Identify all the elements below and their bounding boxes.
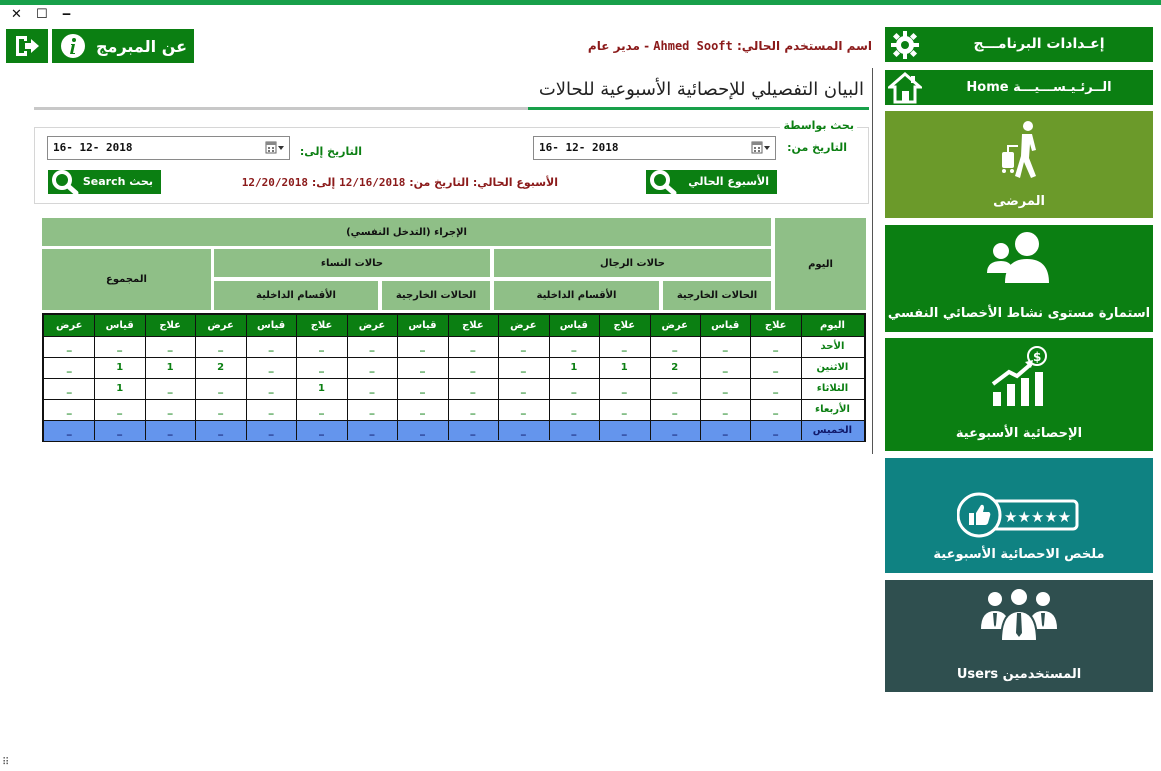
- grid-value-cell: _: [117, 341, 123, 352]
- grid-header-treat[interactable]: علاج: [462, 320, 484, 331]
- grid-day-cell: الثلاثاء: [816, 383, 849, 394]
- grid-row-divider: [44, 357, 864, 358]
- minimize-window-icon[interactable]: ‒: [62, 7, 72, 22]
- patients-label: المرضى: [993, 194, 1045, 209]
- grid-row-divider: [44, 378, 864, 379]
- weekly-stats-grid[interactable]: [42, 313, 866, 442]
- grid-value-cell: _: [369, 383, 375, 394]
- info-icon: [60, 33, 86, 59]
- calendar-dropdown-icon[interactable]: [751, 141, 771, 155]
- about-button-label: عن المبرمج: [96, 37, 188, 56]
- close-window-icon[interactable]: ✕: [11, 7, 22, 22]
- women-cases-header: حالات النساء: [214, 249, 490, 277]
- men-external-header: الحالات الخارجية: [663, 281, 771, 310]
- grid-value-cell: _: [773, 404, 779, 415]
- grid-value-cell: _: [66, 362, 72, 373]
- grid-value-cell: _: [773, 383, 779, 394]
- grid-value-cell: _: [319, 404, 325, 415]
- search-group-legend: بحث بواسطة: [780, 119, 857, 132]
- grid-value-cell: _: [571, 404, 577, 415]
- to-date-label: التاريخ إلى:: [299, 145, 362, 158]
- rating-thumbs-up-icon: [957, 491, 1081, 539]
- grid-value-cell: _: [117, 425, 123, 436]
- grid-value-cell: _: [419, 404, 425, 415]
- to-date-picker[interactable]: [47, 136, 290, 160]
- women-internal-header: الأقسام الداخلية: [214, 281, 378, 310]
- grid-value-cell: 1: [620, 362, 628, 373]
- search-button-label: بحث Search: [82, 175, 153, 188]
- grid-value-cell: _: [571, 341, 577, 352]
- grid-value-cell: _: [218, 383, 224, 394]
- grid-header-measure[interactable]: قياس: [711, 320, 740, 331]
- title-underline-accent: [528, 107, 869, 110]
- grid-value-cell: _: [167, 404, 173, 415]
- current-week-info: [242, 176, 558, 189]
- grid-value-cell: 1: [318, 383, 325, 394]
- user-role: - مدير عام: [587, 39, 650, 53]
- user-name: Ahmed Sooft: [653, 39, 733, 53]
- grid-row[interactable]: [44, 336, 864, 357]
- grid-value-cell: _: [470, 425, 476, 436]
- growth-chart-icon: [989, 344, 1049, 406]
- from-date-value: 16- 12- 2018: [539, 141, 619, 154]
- grid-header-measure[interactable]: قياس: [105, 320, 134, 331]
- top-accent-bar: [0, 0, 1161, 5]
- grid-value-cell: _: [369, 362, 375, 373]
- activity-form-label: استمارة مستوى نشاط الأخصائي النفسي: [887, 306, 1151, 321]
- grid-value-cell: _: [672, 341, 678, 352]
- grid-value-cell: _: [218, 404, 224, 415]
- grid-value-cell: _: [722, 341, 728, 352]
- home-label: الــرئـيـســـيـــة Home: [966, 80, 1112, 95]
- search-button[interactable]: [48, 170, 161, 194]
- grid-value-cell: _: [470, 341, 476, 352]
- grid-value-cell: _: [369, 425, 375, 436]
- men-internal-header: الأقسام الداخلية: [494, 281, 659, 310]
- to-date-value: 16- 12- 2018: [53, 141, 133, 154]
- men-cases-header: حالات الرجال: [494, 249, 771, 277]
- grid-value-cell: _: [117, 404, 123, 415]
- grid-header-present[interactable]: عرض: [358, 320, 386, 331]
- current-week-button[interactable]: [646, 170, 777, 194]
- exit-icon: [13, 34, 41, 58]
- grid-value-cell: _: [571, 383, 577, 394]
- grid-row-divider: [44, 399, 864, 400]
- svg-text:★★★★★: ★★★★★: [1004, 508, 1072, 526]
- grid-value-cell: _: [66, 341, 72, 352]
- grid-value-cell: 1: [166, 362, 174, 373]
- grid-header-measure[interactable]: قياس: [559, 320, 588, 331]
- week-to-label: إلى:: [311, 176, 336, 189]
- grid-header-day[interactable]: اليوم: [820, 320, 845, 331]
- weekly-stats-label: الإحصائية الأسبوعية: [955, 426, 1083, 441]
- grid-day-cell: الأحد: [820, 341, 845, 352]
- weekly-summary-label: ملخص الاحصائية الأسبوعية: [933, 547, 1105, 562]
- settings-label: إعـدادات البرنامـــج: [973, 36, 1105, 52]
- grid-header-present[interactable]: عرض: [55, 320, 83, 331]
- grid-value-cell: 2: [217, 362, 225, 373]
- grid-value-cell: _: [520, 362, 526, 373]
- exit-button[interactable]: [6, 29, 48, 63]
- grid-value-cell: _: [419, 383, 425, 394]
- gear-icon: [889, 29, 921, 61]
- grid-value-cell: _: [319, 362, 325, 373]
- grid-value-cell: _: [268, 362, 274, 373]
- grid-value-cell: _: [520, 341, 526, 352]
- grid-value-cell: _: [773, 341, 779, 352]
- grid-value-cell: _: [268, 404, 274, 415]
- from-date-picker[interactable]: [533, 136, 776, 160]
- grid-value-cell: _: [66, 425, 72, 436]
- women-external-header: الحالات الخارجية: [382, 281, 490, 310]
- grid-header-measure[interactable]: قياس: [256, 320, 286, 331]
- user-label: اسم المستخدم الحالي:: [736, 39, 872, 53]
- grid-header-treat[interactable]: علاج: [310, 320, 333, 331]
- week-to-date: 12/20/2018: [241, 176, 308, 189]
- grid-value-cell: 2: [671, 362, 679, 373]
- current-week-label: الأسبوع الحالي: [688, 175, 769, 188]
- grid-row[interactable]: [44, 399, 864, 420]
- grid-value-cell: _: [470, 404, 476, 415]
- grid-value-cell: _: [419, 362, 425, 373]
- weekly-stats-tile[interactable]: [885, 338, 1153, 451]
- grid-value-cell: _: [319, 341, 325, 352]
- grid-value-cell: _: [167, 425, 173, 436]
- search-icon: [50, 169, 80, 195]
- grid-value-cell: _: [218, 425, 224, 436]
- grid-value-cell: _: [672, 425, 678, 436]
- from-date-label: التاريخ من:: [787, 141, 847, 154]
- grid-header-treat[interactable]: علاج: [764, 320, 787, 331]
- grid-value-cell: _: [319, 425, 325, 436]
- about-programmer-button[interactable]: [52, 29, 194, 63]
- grid-day-cell: الأربعاء: [815, 404, 850, 415]
- grid-value-cell: _: [268, 383, 274, 394]
- grid-value-cell: _: [520, 404, 526, 415]
- grid-value-cell: 1: [116, 362, 124, 373]
- grid-value-cell: _: [268, 425, 274, 436]
- grid-value-cell: _: [520, 425, 526, 436]
- grid-value-cell: 1: [116, 383, 124, 394]
- procedure-header: الإجراء (التدخل النفسي): [42, 218, 771, 246]
- users-tile[interactable]: [885, 580, 1153, 692]
- grid-row-divider: [44, 336, 864, 337]
- home-icon: [888, 72, 922, 104]
- grid-header-treat[interactable]: علاج: [613, 320, 636, 331]
- grid-value-cell: _: [419, 341, 425, 352]
- search-icon: [648, 169, 678, 195]
- grid-header-measure[interactable]: قياس: [408, 320, 437, 331]
- grid-value-cell: _: [66, 383, 72, 394]
- grid-value-cell: _: [218, 341, 224, 352]
- grid-value-cell: _: [621, 341, 627, 352]
- grid-row-divider: [44, 420, 864, 421]
- grid-row[interactable]: [44, 378, 864, 399]
- grid-value-cell: _: [419, 425, 425, 436]
- activity-form-tile[interactable]: [885, 225, 1153, 332]
- grid-value-cell: _: [722, 362, 728, 373]
- total-header: المجموع: [42, 249, 211, 310]
- grid-value-cell: _: [470, 383, 476, 394]
- grid-value-cell: _: [672, 404, 678, 415]
- grid-value-cell: _: [672, 383, 678, 394]
- grid-day-cell: الخميس: [812, 425, 853, 436]
- maximize-window-icon[interactable]: ☐: [36, 7, 48, 22]
- grid-header-present[interactable]: عرض: [661, 320, 689, 331]
- grid-value-cell: _: [167, 341, 173, 352]
- business-team-icon: [979, 585, 1059, 643]
- week-info-prefix: الأسبوع الحالي: التاريخ من:: [409, 176, 558, 189]
- grid-value-cell: _: [722, 383, 728, 394]
- grid-value-cell: _: [722, 425, 728, 436]
- current-user-line: [588, 39, 872, 53]
- grid-day-cell: الاثنين: [816, 362, 849, 373]
- day-header: اليوم: [775, 218, 866, 310]
- patients-tile[interactable]: [885, 111, 1153, 218]
- users-label: المستخدمين Users: [956, 667, 1082, 682]
- content-divider: [872, 68, 873, 454]
- grid-header-row: [44, 315, 864, 336]
- patient-walking-icon: [998, 120, 1048, 180]
- grid-value-cell: _: [520, 383, 526, 394]
- resize-grip-icon[interactable]: ⠿: [2, 757, 10, 768]
- week-from-date: 12/16/2018: [339, 176, 406, 189]
- grid-value-cell: _: [369, 341, 375, 352]
- grid-value-cell: _: [268, 341, 274, 352]
- users-group-icon: [983, 229, 1055, 285]
- svg-text:$: $: [1033, 350, 1042, 364]
- grid-value-cell: _: [621, 425, 627, 436]
- grid-header-treat[interactable]: علاج: [159, 320, 181, 331]
- settings-button[interactable]: [885, 27, 1153, 62]
- grid-value-cell: _: [621, 404, 627, 415]
- grid-header-present[interactable]: عرض: [510, 320, 537, 331]
- grid-header-present[interactable]: عرض: [207, 320, 234, 331]
- calendar-dropdown-icon[interactable]: [265, 141, 285, 155]
- title-underline: [34, 107, 528, 110]
- grid-value-cell: _: [773, 425, 779, 436]
- grid-value-cell: _: [66, 404, 72, 415]
- grid-value-cell: _: [621, 383, 627, 394]
- grid-value-cell: _: [571, 425, 577, 436]
- grid-value-cell: _: [470, 362, 476, 373]
- grid-value-cell: _: [773, 362, 779, 373]
- grid-value-cell: _: [369, 404, 375, 415]
- grid-value-cell: _: [722, 404, 728, 415]
- page-title: البيان التفصيلي للإحصائية الأسبوعية للحالات: [538, 79, 864, 100]
- home-button[interactable]: [885, 70, 1153, 105]
- grid-value-cell: _: [167, 383, 173, 394]
- weekly-summary-tile[interactable]: [885, 458, 1153, 573]
- grid-row-selected[interactable]: [44, 420, 864, 441]
- grid-row[interactable]: [44, 357, 864, 378]
- grid-value-cell: 1: [570, 362, 578, 373]
